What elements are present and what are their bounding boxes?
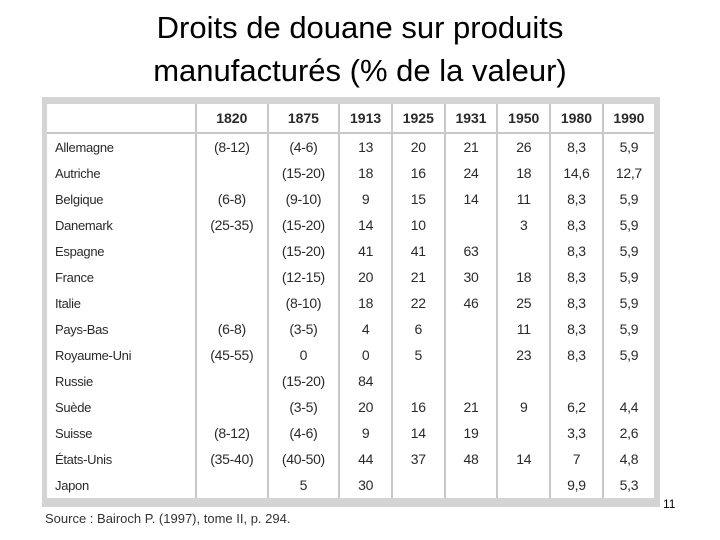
table-row [47, 394, 654, 420]
tariff-value: (25-35) [196, 212, 268, 238]
tariff-value: 8,3 [550, 290, 603, 316]
tariff-value: 18 [497, 160, 550, 186]
tariff-value [497, 368, 550, 394]
tariff-value: 0 [339, 342, 392, 368]
table-row [47, 342, 654, 368]
tariff-value: (35-40) [196, 446, 268, 472]
country-name: Japon [55, 477, 89, 493]
country-name: Royaume-Uni [55, 347, 132, 363]
country-name: Pays-Bas [55, 321, 109, 337]
tariff-value [196, 290, 268, 316]
country-name: Allemagne [55, 139, 114, 155]
tariff-value [497, 238, 550, 264]
table-row [47, 290, 654, 316]
country-name: Russie [55, 373, 93, 389]
tariff-value: 20 [339, 264, 392, 290]
tariff-value [445, 316, 498, 342]
tariff-value: 19 [445, 420, 498, 446]
tariff-value: 15 [392, 186, 445, 212]
table-row [47, 212, 654, 238]
tariff-value: (4-6) [268, 133, 340, 160]
tariff-value: 8,3 [550, 133, 603, 160]
header-year: 1820 [196, 104, 268, 133]
slide-title-line-2: manufacturés (% de la valeur) [153, 53, 567, 88]
tariff-value: 3 [497, 212, 550, 238]
tariff-value: 0 [268, 342, 340, 368]
table-image-frame [42, 97, 660, 507]
tariff-value: 5 [392, 342, 445, 368]
tariff-value: (15-20) [268, 160, 340, 186]
tariff-value: 4,4 [603, 394, 654, 420]
tariff-value: 6,2 [550, 394, 603, 420]
tariff-value [445, 368, 498, 394]
tariff-value: 5 [268, 472, 340, 498]
table-row [47, 472, 654, 498]
tariff-value [392, 368, 445, 394]
country-name: Suisse [55, 425, 93, 441]
tariff-value: 5,9 [603, 212, 654, 238]
tariff-value: 26 [497, 133, 550, 160]
table-row [47, 368, 654, 394]
tariff-value [196, 264, 268, 290]
tariff-value [196, 368, 268, 394]
tariff-value: 9 [339, 186, 392, 212]
tariff-value: 24 [445, 160, 498, 186]
tariff-value: 63 [445, 238, 498, 264]
tariff-value: 18 [497, 264, 550, 290]
tariff-value [445, 342, 498, 368]
table-row [47, 238, 654, 264]
slide-title-line-1: Droits de douane sur produits [156, 10, 564, 45]
tariff-value: 11 [497, 186, 550, 212]
country-name: Belgique [55, 191, 104, 207]
header-year: 1950 [497, 104, 550, 133]
page-number: 11 [663, 497, 676, 511]
tariff-value [497, 420, 550, 446]
tariff-value: 16 [392, 394, 445, 420]
tariff-value: 21 [392, 264, 445, 290]
tariff-value: 48 [445, 446, 498, 472]
tariff-value: 22 [392, 290, 445, 316]
table-row [47, 420, 654, 446]
tariff-value: 21 [445, 394, 498, 420]
header-year: 1925 [392, 104, 445, 133]
tariff-value: 12,7 [603, 160, 654, 186]
country-name: Autriche [55, 165, 101, 181]
tariff-value: (3-5) [268, 316, 340, 342]
tariff-value: 25 [497, 290, 550, 316]
tariff-value: (6-8) [196, 316, 268, 342]
tariff-value: 9 [497, 394, 550, 420]
tariff-value: (45-55) [196, 342, 268, 368]
tariff-value: (40-50) [268, 446, 340, 472]
tariff-value: 5,9 [603, 186, 654, 212]
country-name: France [55, 269, 94, 285]
table-row [47, 186, 654, 212]
tariff-value: 5,9 [603, 342, 654, 368]
country-name: Espagne [55, 243, 105, 259]
country-name: Suède [55, 399, 92, 415]
tariff-value: 8,3 [550, 186, 603, 212]
country-name: Danemark [55, 217, 113, 233]
tariff-value: 84 [339, 368, 392, 394]
tariff-value: 4 [339, 316, 392, 342]
table-row [47, 446, 654, 472]
header-year: 1875 [268, 104, 340, 133]
tariff-value: 5,9 [603, 238, 654, 264]
tariff-value: 13 [339, 133, 392, 160]
tariff-value [196, 472, 268, 498]
tariff-value [445, 472, 498, 498]
table-row [47, 316, 654, 342]
tariff-value [550, 368, 603, 394]
tariff-value: (15-20) [268, 368, 340, 394]
tariff-value [196, 394, 268, 420]
tariff-value: 18 [339, 290, 392, 316]
tariff-value: 37 [392, 446, 445, 472]
tariff-value: (6-8) [196, 186, 268, 212]
tariff-value [445, 212, 498, 238]
header-country [47, 104, 196, 133]
header-year: 1980 [550, 104, 603, 133]
table-header-row [47, 104, 654, 133]
table-row [47, 133, 654, 160]
tariff-value: 9,9 [550, 472, 603, 498]
tariff-value: 11 [497, 316, 550, 342]
tariff-value: 9 [339, 420, 392, 446]
tariff-value: 20 [392, 133, 445, 160]
tariff-value: (15-20) [268, 238, 340, 264]
tariff-value: (9-10) [268, 186, 340, 212]
tariff-value: 20 [339, 394, 392, 420]
tariff-value: (4-6) [268, 420, 340, 446]
tariff-value: 2,6 [603, 420, 654, 446]
tariff-value: 8,3 [550, 316, 603, 342]
tariff-value: (8-12) [196, 133, 268, 160]
tariff-value: (3-5) [268, 394, 340, 420]
tariff-value: 5,9 [603, 264, 654, 290]
tariff-value [497, 472, 550, 498]
tariff-value [392, 472, 445, 498]
tariff-value: 18 [339, 160, 392, 186]
tariff-value: 5,9 [603, 316, 654, 342]
tariff-value [603, 368, 654, 394]
tariff-value: 8,3 [550, 238, 603, 264]
header-year: 1931 [445, 104, 498, 133]
tariff-value: 5,9 [603, 133, 654, 160]
table-row [47, 264, 654, 290]
tariff-value: 30 [445, 264, 498, 290]
tariff-value: 46 [445, 290, 498, 316]
tariff-value [196, 238, 268, 264]
tariff-value: 41 [392, 238, 445, 264]
tariff-value: 5,3 [603, 472, 654, 498]
tariff-value: 21 [445, 133, 498, 160]
tariff-value: 14,6 [550, 160, 603, 186]
table-body [47, 133, 654, 498]
tariff-value: 8,3 [550, 342, 603, 368]
country-name: États-Unis [55, 451, 112, 467]
tariff-value: 5,9 [603, 290, 654, 316]
tariff-value: 7 [550, 446, 603, 472]
source-note: Source : Bairoch P. (1997), tome II, p. 294. [45, 511, 291, 526]
slide-title [0, 6, 720, 92]
tariff-value [196, 160, 268, 186]
tariff-value: 23 [497, 342, 550, 368]
tariff-value: 6 [392, 316, 445, 342]
tariff-value: (12-15) [268, 264, 340, 290]
tariff-value: 10 [392, 212, 445, 238]
tariff-value: 4,8 [603, 446, 654, 472]
tariff-value: 41 [339, 238, 392, 264]
tariff-value: 14 [392, 420, 445, 446]
header-year: 1990 [603, 104, 654, 133]
tariff-value: (8-10) [268, 290, 340, 316]
table-row [47, 160, 654, 186]
tariff-value: 14 [339, 212, 392, 238]
tariff-value: (15-20) [268, 212, 340, 238]
tariffs-table [47, 104, 654, 498]
header-year: 1913 [339, 104, 392, 133]
tariff-value: 14 [445, 186, 498, 212]
tariff-value: 8,3 [550, 212, 603, 238]
tariff-value: 14 [497, 446, 550, 472]
tariff-value: 3,3 [550, 420, 603, 446]
tariff-value: (8-12) [196, 420, 268, 446]
tariff-value: 30 [339, 472, 392, 498]
country-name: Italie [55, 295, 81, 311]
tariff-value: 8,3 [550, 264, 603, 290]
tariff-value: 44 [339, 446, 392, 472]
tariff-value: 16 [392, 160, 445, 186]
